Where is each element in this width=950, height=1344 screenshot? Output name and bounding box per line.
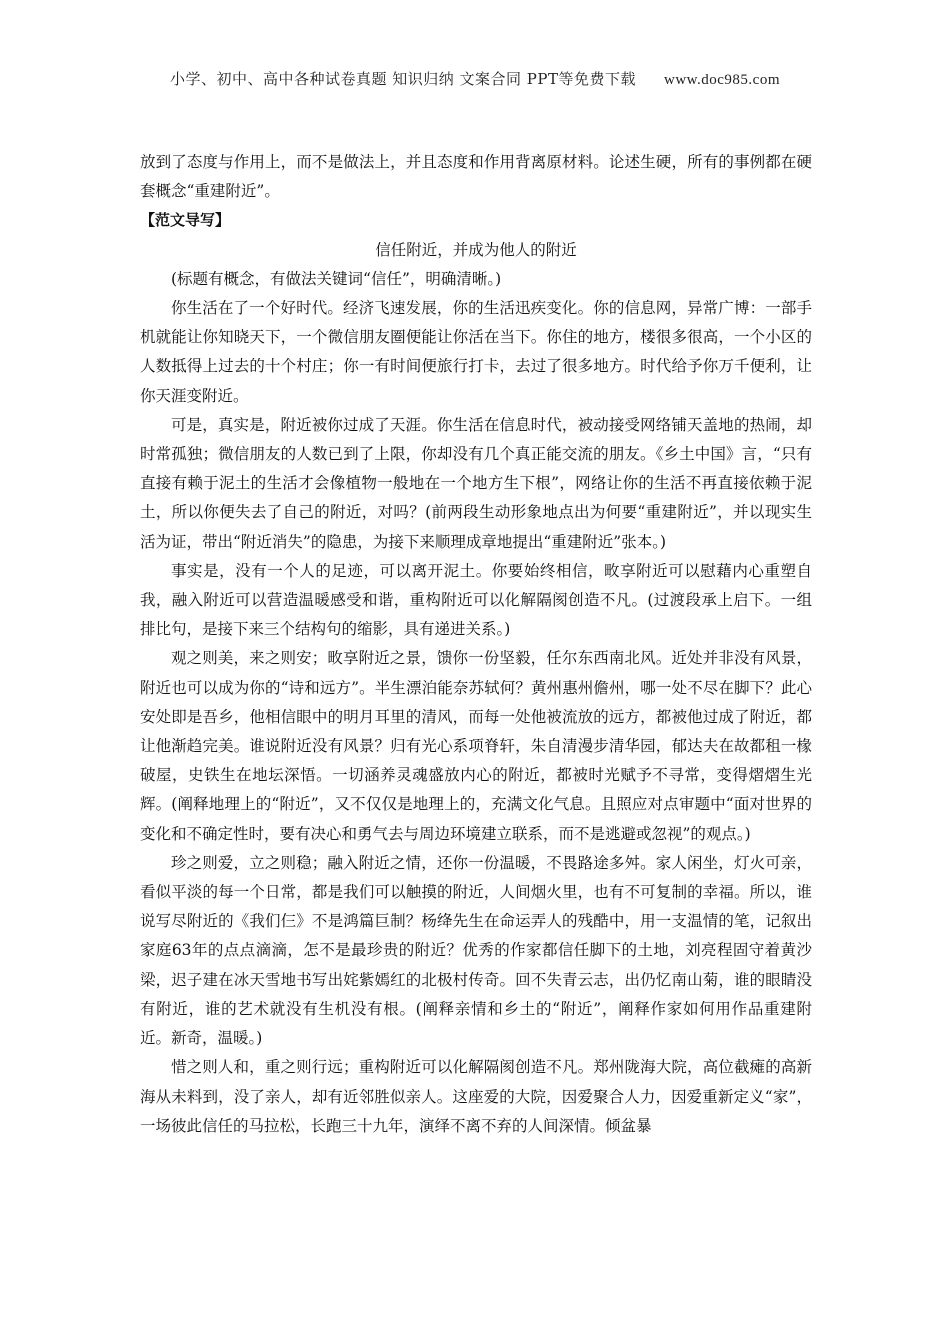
header-text: 小学、初中、高中各种试卷真题 知识归纳 文案合同 PPT等免费下载 [169, 70, 636, 88]
essay-paragraph-4: 观之则美，来之则安；畋享附近之景，馈你一份坚毅，任尔东西南北风。近处并非没有风景，附近也可以成为你的“诗和远方”。半生漂泊能奈苏轼何？黄州惠州儋州，哪一处不尽在脚下？此心安处即是吾乡，他相信眼中的明月耳里的清风，而每一处他被流放的远方，都被他过成了附近，都让他渐趋完美。谁说附近没有风景？归有光心系项脊轩，朱自清漫步清华园，郁达夫在故都租一椽破屋，史铁生在地坛深悟。一切涵养灵魂盛放内心的附近，都被时光赋予不寻常，变得熠熠生光辉。(阐释地理上的“附近”，又不仅仅是地理上的，充满文化气息。且照应对点审题中“面对世界的变化和不确定性时，要有决心和勇气去与周边环境建立联系，而不是逃避或忽视”的观点。) [140, 649, 812, 843]
essay-paragraph-3: 事实是，没有一个人的足迹，可以离开泥土。你要始终相信，畋享附近可以慰藉内心重塑自我，融入附近可以营造温暖感受和谐，重构附近可以化解隔阂创造不凡。(过渡段承上启下。一组排比句，是接下来三个结构句的缩影，具有递进关系。) [140, 561, 812, 639]
title-note: (标题有概念，有做法关键词“信任”，明确清晰。) [171, 269, 502, 288]
essay-paragraph-6: 惜之则人和，重之则行远；重构附近可以化解隔阂创造不凡。郑州陇海大院，高位截瘫的高新海从未料到，没了亲人，却有近邻胜似亲人。这座爱的大院，因爱聚合人力，因爱重新定义“家”，一场彼此信任的马拉松，长跑三十九年，演绎不离不弃的人间深情。倾盆暴 [140, 1058, 812, 1135]
essay-paragraph-2: 可是，真实是，附近被你过成了天涯。你生活在信息时代，被动接受网络铺天盖地的热闹，却时常孤独；微信朋友的人数已到了上限，你却没有几个真正能交流的朋友。《乡土中国》言，“只有直接有赖于泥土的生活才会像植物一般地在一个地方生下根”，网络让你的生活不再直接依赖于泥土，所以你便失去了自己的附近，对吗？(前两段生动形象地点出为何要“重建附近”，并以现实生活为证，带出“附近消失”的隐患，为接下来顺理成章地提出“重建附近”张本。) [140, 415, 812, 551]
document-body [140, 148, 812, 1141]
section-label: 【范文导写】 [140, 211, 231, 230]
page-header [0, 68, 950, 89]
intro-paragraph: 放到了态度与作用上，而不是做法上，并且态度和作用背离原材料。论述生硬，所有的事例都在硬套概念“重建附近”。 [140, 153, 812, 201]
essay-paragraph-1: 你生活在了一个好时代。经济飞速发展，你的生活迅疾变化。你的信息网，异常广博：一部手机就能让你知晓天下，一个微信朋友圈便能让你活在当下。你住的地方，楼很多很高，一个小区的人数抵得上过去的十个村庄；你一有时间便旅行打卡，去过了很多地方。时代给予你万千便利，让你天涯变附近。 [140, 299, 812, 405]
essay-title: 信任附近，并成为他人的附近 [375, 240, 577, 259]
essay-paragraph-5: 珍之则爱，立之则稳；融入附近之情，还你一份温暖，不畏路途多舛。家人闲坐，灯火可亲，看似平淡的每一个日常，都是我们可以触摸的附近，人间烟火里，也有不可复制的幸福。所以，谁说写尽附近的《我们仨》不是鸿篇巨制？杨绛先生在命运弄人的残酷中，用一支温情的笔，记叙出家庭63年的点点滴滴，怎不是最珍贵的附近？优秀的作家都信任脚下的土地，刘亮程固守着黄沙梁，迟子建在冰天雪地书写出姹紫嫣红的北极村传奇。回不失青云志，出仍忆南山菊，谁的眼睛没有附近，谁的艺术就没有生机没有根。(阐释亲情和乡土的“附近”，阐释作家如何用作品重建附近。新奇，温暖。) [140, 853, 812, 1048]
header-site[interactable]: www.doc985.com [663, 72, 780, 88]
